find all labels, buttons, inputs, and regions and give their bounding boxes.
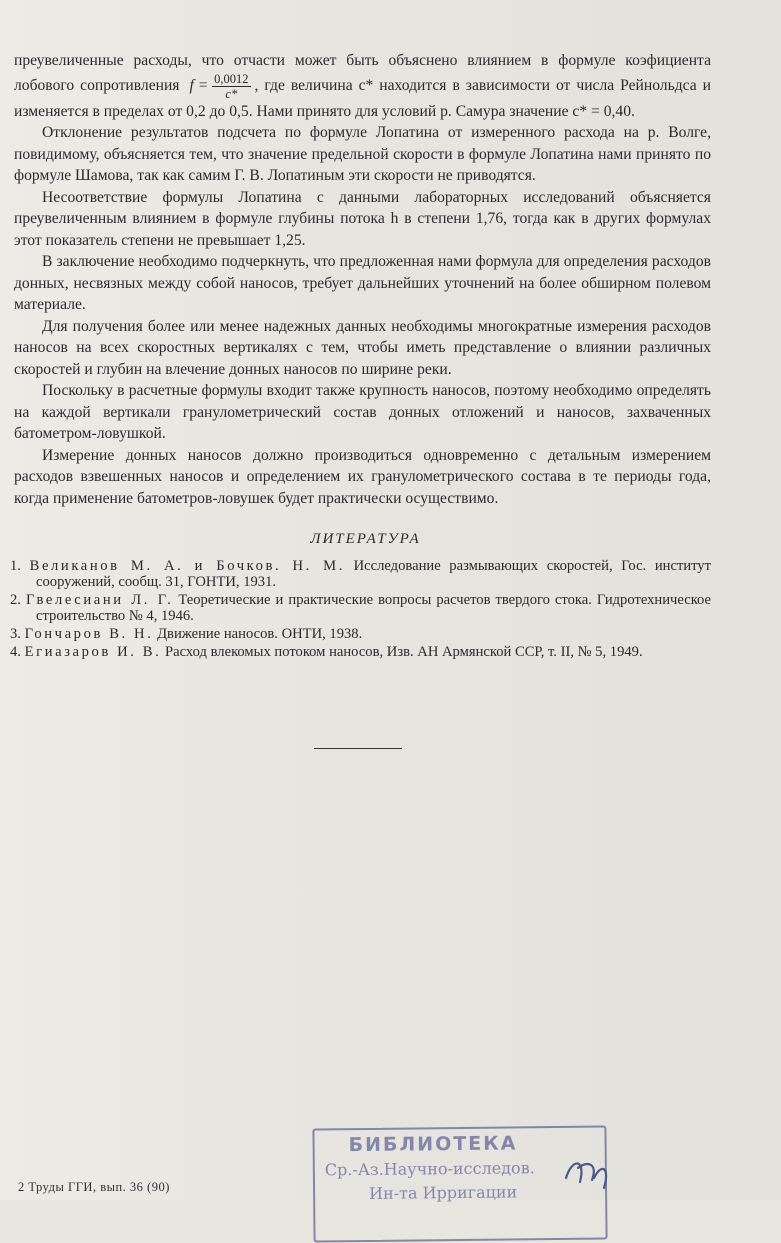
- stamp-line-1: БИБЛИОТЕКА: [348, 1132, 518, 1157]
- reference-item: 1. Великанов М. А. и Бочков. Н. М. Исследование размывающих скоростей, Гос. институт сооружений, сообщ. 31, ГОНТИ, 1931.: [10, 558, 711, 590]
- reference-authors: Гончаров В. Н.: [24, 626, 154, 642]
- reference-authors: Великанов М. А. и Бочков. Н. М.: [29, 558, 345, 574]
- paragraph-1: [0, 50, 781, 122]
- paragraph-6: Поскольку в расчетные формулы входит также крупность наносов, поэтому необходимо определять на каждой вертикали гранулометрический состав донных отложений и наносов, захваченных батометром-ловушкой.: [14, 382, 711, 442]
- reference-authors: Егиазаров И. В.: [24, 644, 162, 660]
- paragraph-5: Для получения более или менее надежных данных необходимы многократные измерения расходов наносов на всех скоростных вертикалях с тем, чтобы иметь представление о влиянии различных скоростей и глубин на влечение донных наносов по ширине реки.: [14, 317, 711, 378]
- reference-item: 2. Гвелесиани Л. Г. Теоретические и практические вопросы расчетов твердого стока. Гидротехническое строительство № 4, 1946.: [10, 592, 711, 624]
- reference-list: [0, 558, 781, 660]
- paragraph-7: Измерение донных наносов должно производиться одновременно с детальным измерением расходов взвешенных наносов и определением их гранулометрического состава в те периоды года, когда применение батометров-ловушек будет практически осуществимо.: [14, 446, 711, 507]
- stamp-line-3: Ин-та Ирригации: [368, 1182, 518, 1203]
- stamp-line-2: Ср.-Аз.Научно-исследов.: [324, 1158, 535, 1180]
- reference-item: 4. Егиазаров И. В. Расход влекомых потоком наносов, Изв. АН Армянской ССР, т. II, № 5, 1949.: [10, 644, 643, 660]
- literature-heading: ЛИТЕРАТУРА: [310, 531, 421, 547]
- handwritten-signature-icon: [558, 1138, 618, 1198]
- paragraph-4: В заключение необходимо подчеркнуть, что предложенная нами формула для определения расходов донных, несвязных между собой наносов, требует дальнейших уточнений на более обширном полевом материале.: [14, 253, 711, 313]
- paragraph-3: Несоответствие формулы Лопатина с данными лабораторных исследований объясняется преувеличенным влиянием в формуле глубины потока h в степени 1,76, тогда как в других формулах этот показатель степени не превышает 1,25.: [14, 188, 711, 249]
- end-rule: [314, 748, 402, 749]
- paragraph-1-start: преувеличенные расходы, что отчасти может быть объяснено влиянием в формуле коэфициента лобового сопротивления: [14, 52, 711, 94]
- paragraph-1-end: , где величина c* находится в зависимости от числа Рейнольдса и изменяется в пределах от 0,2 до 0,5. Нами принято для условий р. Самура значение c* = 0,40.: [14, 76, 711, 120]
- reference-authors: Гвелесиани Л. Г.: [26, 592, 174, 608]
- drag-coefficient-formula: f = $\frac{0,0012}{c*}$: [189, 71, 249, 101]
- paragraph-2: Отклонение результатов подсчета по формуле Лопатина от измеренного расхода на р. Волге, повидимому, объясняется тем, что значение предельной скорости в формуле Лопатина нами принято по формуле Шамова, так как самим Г. В. Лопатиным эти скорости не приводятся.: [14, 124, 711, 184]
- page-footer: 2 Труды ГГИ, вып. 36 (90): [18, 1180, 170, 1194]
- body-text: [0, 40, 781, 662]
- reference-item: 3. Гончаров В. Н. Движение наносов. ОНТИ, 1938.: [10, 626, 363, 642]
